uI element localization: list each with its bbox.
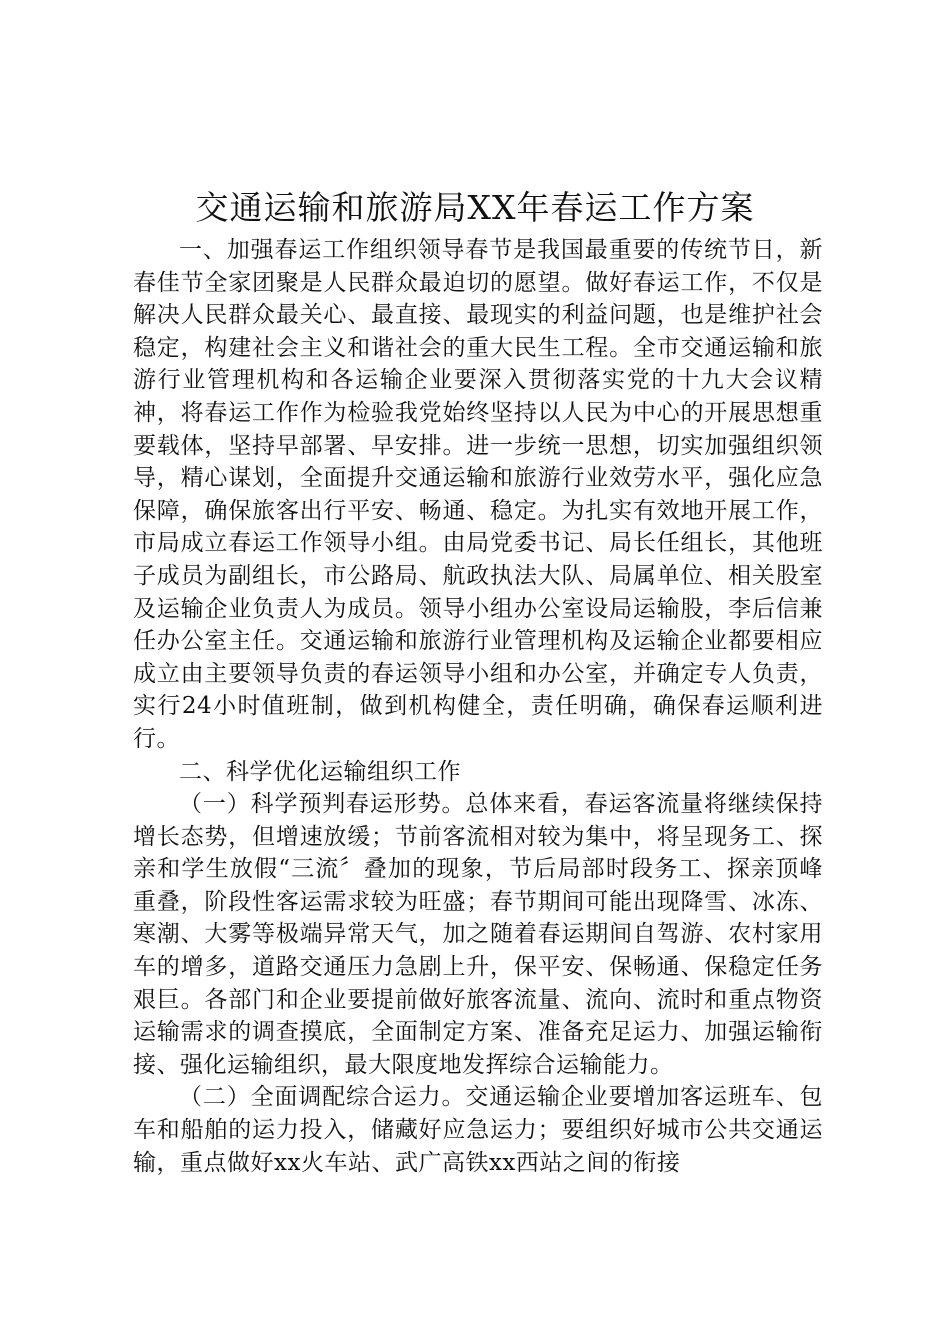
paragraph-2-heading: 二、科学优化运输组织工作 <box>179 758 461 785</box>
paragraph-3: （一）科学预判春运形势。总体来看，春运客流量将继续保持增长态势，但增速放缓；节前客流相对较为集中，将呈现务工、探亲和学生放假“三流〞叠加的现象，节后局部时段务工、探亲顶峰重叠，阶段性客运需求较为旺盛；春节期间可能出现降雪、冰冻、寒潮、大雾等极端异常天气，加之随着春运期间自驾游、农村家用车的增多，道路交通压力急剧上升，保平安、保畅通、保稳定任务艰巨。各部门和企业要提前做好旅客流量、流向、流时和重点物资运输需求的调查摸底，全面制定方案、准备充足运力、加强运输衔接、强化运输组织，最大限度地发挥综合运输能力。 <box>133 791 823 1078</box>
paragraph-4: （二）全面调配综合运力。交通运输企业要增加客运班车、包车和船舶的运力投入，储藏好应急运力；要组织好城市公共交通运输，重点做好xx火车站、武广高铁xx西站之间的衔接 <box>133 1084 823 1176</box>
document-body <box>133 234 823 1179</box>
paragraph-1: 一、加强春运工作组织领导春节是我国最重要的传统节日，新春佳节全家团聚是人民群众最迫切的愿望。做好春运工作，不仅是解决人民群众最关心、最直接、最现实的利益问题，也是维护社会稳定，构建社会主义和谐社会的重大民生工程。全市交通运输和旅游行业管理机构和各运输企业要深入贯彻落实党的十九大会议精神，将春运工作作为检验我党始终坚持以人民为中心的开展思想重要载体，坚持早部署、早安排。进一步统一思想，切实加强组织领导，精心谋划，全面提升交通运输和旅游行业效劳水平，强化应急保障，确保旅客出行平安、畅通、稳定。为扎实有效地开展工作，市局成立春运工作领导小组。由局党委书记、局长任组长，其他班子成员为副组长，市公路局、航政执法大队、局属单位、相关股室及运输企业负责人为成员。领导小组办公室设局运输股，李后信兼任办公室主任。交通运输和旅游行业管理机构及运输企业都要相应成立由主要领导负责的春运领导小组和办公室，并确定专人负责，实行24小时值班制，做到机构健全，责任明确，确保春运顺利进行。 <box>133 237 823 752</box>
document-title: 交通运输和旅游局XX年春运工作方案 <box>195 188 755 227</box>
